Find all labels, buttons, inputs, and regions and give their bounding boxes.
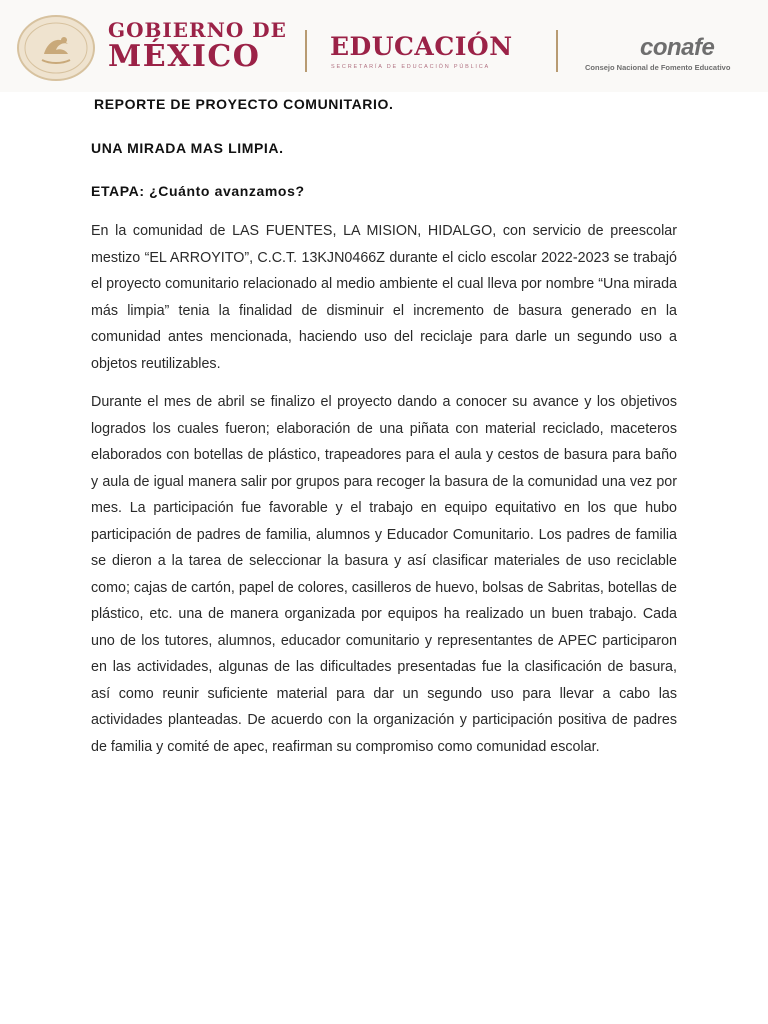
conafe-subtitle: Consejo Nacional de Fomento Educativo: [585, 63, 731, 72]
stage-heading: ETAPA: ¿Cuánto avanzamos?: [91, 183, 305, 199]
gobierno-de-mexico-logo: [108, 20, 287, 72]
conafe-logo: conafe: [640, 34, 715, 61]
paragraph-progress: Durante el mes de abril se finalizo el proyecto dando a conocer su avance y los objetivos logrados los cuales fueron; elaboración de una piñata con material reciclado, maceteros elaborados con botellas de plástico, trapeadores para el aula y cestos de basura para baño y aula de igual manera salir por grupos para recoger la basura de la comunidad una vez por mes. La participación fue favorable y el trabajo en equipo equitativo en los que hubo participación de padres de familia, alumnos y Educador Comunitario. Los padres de familia se dieron a la tarea de seleccionar la basura y así clasificar materiales de uso reciclable como; cajas de cartón, papel de colores, casilleros de huevo, bolsas de Sabritas, botellas de plástico, etc. una de manera organizada por equipos ha realizado un buen trabajo. Cada uno de los tutores, alumnos, educador comunitario y representantes de APEC participaron en las actividades, algunas de las dificultades presentadas fue la clasificación de basura, así como reunir suficiente material para dar un segundo uso para llevar a cabo las actividades planteadas. De acuerdo con la organización y participación positiva de padres de familia y comité de apec, reafirman su compromiso como comunidad escolar.: [91, 394, 677, 755]
gobierno-line1: GOBIERNO DE: [108, 18, 287, 42]
educacion-logo: EDUCACIÓN: [330, 32, 513, 61]
project-name: UNA MIRADA MAS LIMPIA.: [91, 140, 284, 156]
paragraph-intro: En la comunidad de LAS FUENTES, LA MISION, HIDALGO, con servicio de preescolar mestizo “EL ARROYITO”, C.C.T. 13KJN0466Z durante el ciclo escolar 2022-2023 se trabajó el proyecto comunitario relacionado al medio ambiente el cual lleva por nombre “Una mirada más limpia” tenia la finalidad de disminuir el incremento de basura generado en la comunidad antes mencionada, haciendo uso del reciclaje para darle un segundo uso a objetos reutilizables.: [91, 223, 677, 372]
letterhead: [0, 0, 768, 92]
gobierno-line2: MÉXICO: [108, 39, 261, 74]
coat-of-arms-seal-icon: [14, 14, 98, 82]
header-divider: [556, 30, 558, 72]
document-title: REPORTE DE PROYECTO COMUNITARIO.: [94, 96, 394, 112]
educacion-subtitle: SECRETARÍA DE EDUCACIÓN PÚBLICA: [331, 64, 490, 70]
header-divider: [305, 30, 307, 72]
